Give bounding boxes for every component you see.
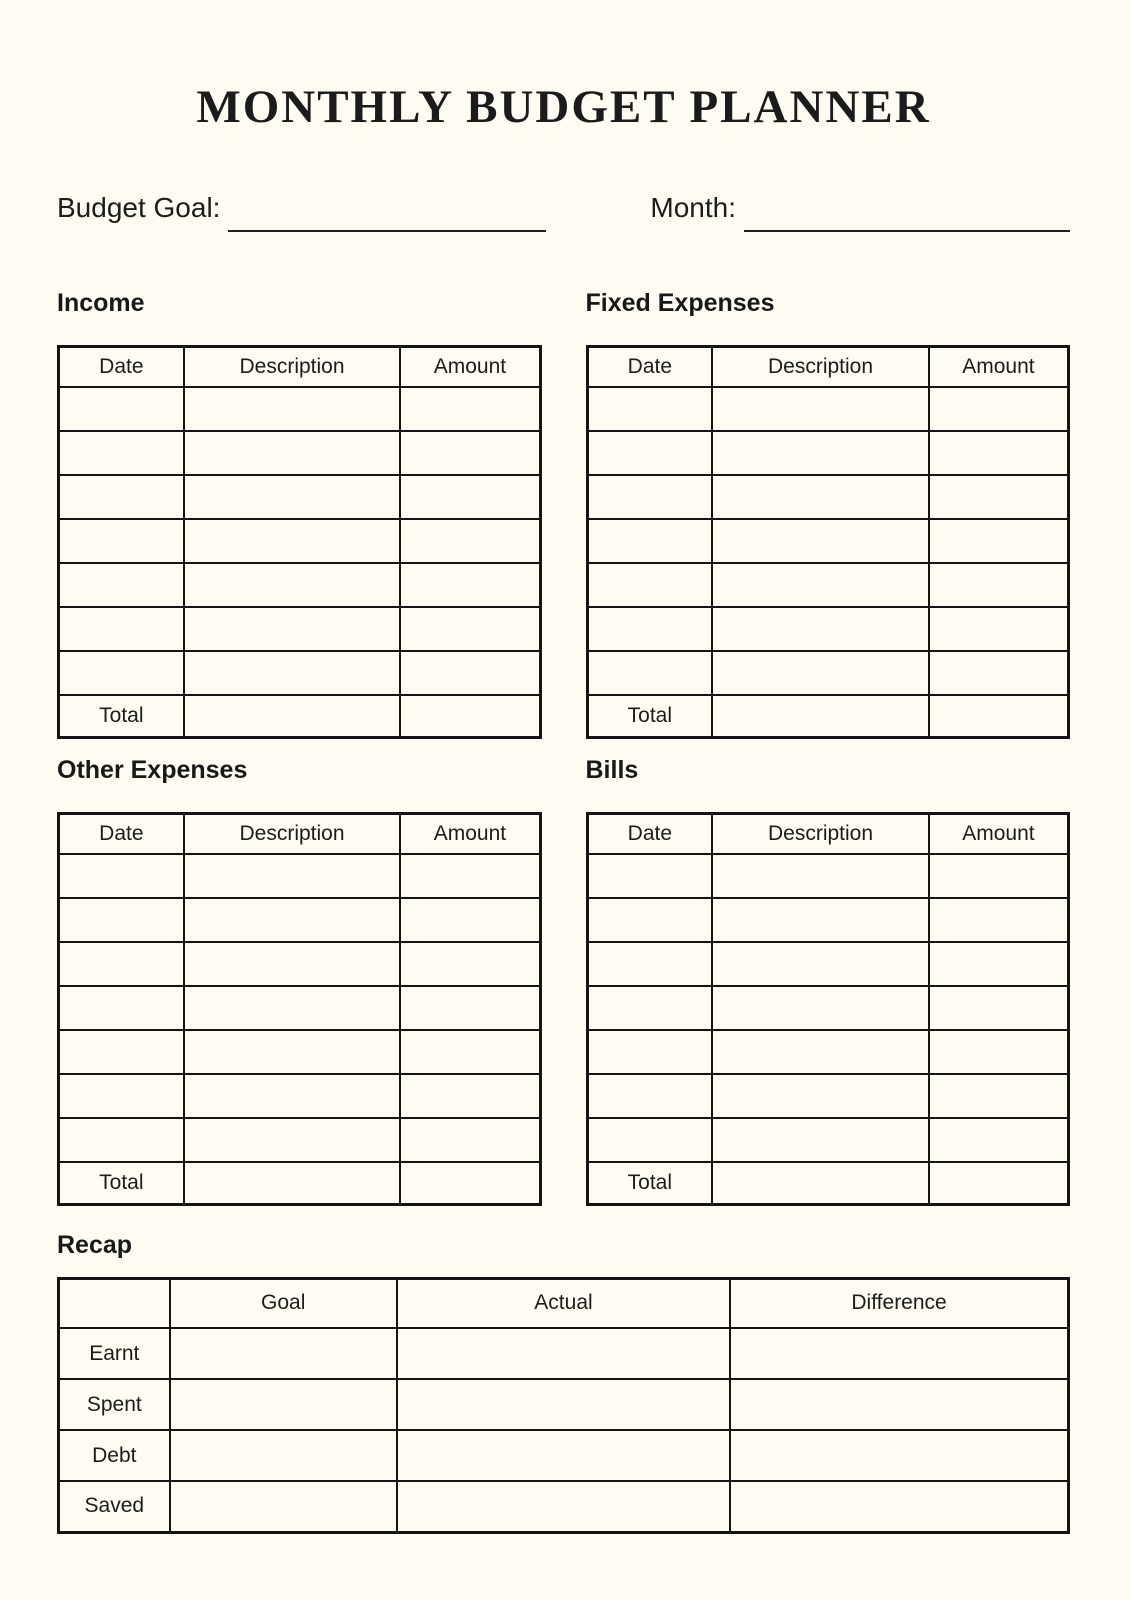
empty-cell[interactable] — [587, 563, 712, 607]
empty-cell[interactable] — [929, 986, 1069, 1030]
empty-cell[interactable] — [184, 431, 401, 475]
empty-cell[interactable] — [59, 986, 184, 1030]
empty-row — [587, 519, 1069, 563]
section-title-recap: Recap — [57, 1230, 133, 1259]
empty-row — [587, 1118, 1069, 1162]
recap-row — [59, 1430, 1069, 1481]
empty-cell[interactable] — [400, 431, 540, 475]
total-row — [59, 1162, 541, 1204]
upper-tables-row — [57, 288, 1070, 739]
recap-col-header-blank — [59, 1278, 170, 1328]
total-amount-cell[interactable] — [929, 695, 1069, 737]
empty-cell[interactable] — [184, 607, 401, 651]
empty-cell[interactable] — [929, 475, 1069, 519]
empty-row — [59, 942, 541, 986]
section-title-income: Income — [57, 288, 145, 317]
income-table — [57, 345, 542, 739]
empty-row — [59, 1030, 541, 1074]
empty-cell[interactable] — [712, 519, 929, 563]
empty-row — [587, 942, 1069, 986]
recap-cell[interactable] — [730, 1481, 1068, 1532]
empty-cell[interactable] — [929, 1074, 1069, 1118]
empty-cell[interactable] — [929, 387, 1069, 431]
recap-cell[interactable] — [170, 1481, 397, 1532]
section-bills — [586, 755, 1071, 1206]
empty-row — [587, 1030, 1069, 1074]
total-label: Total — [587, 1162, 712, 1204]
total-row — [587, 695, 1069, 737]
section-income — [57, 288, 542, 739]
col-header-description: Description — [184, 346, 401, 387]
empty-cell[interactable] — [712, 431, 929, 475]
total-description-cell[interactable] — [712, 1162, 929, 1204]
empty-cell[interactable] — [184, 1074, 401, 1118]
empty-cell[interactable] — [587, 1074, 712, 1118]
empty-cell[interactable] — [929, 1030, 1069, 1074]
col-header-amount: Amount — [400, 813, 540, 854]
recap-cell[interactable] — [170, 1430, 397, 1481]
recap-row — [59, 1481, 1069, 1532]
empty-cell[interactable] — [929, 651, 1069, 695]
empty-cell[interactable] — [712, 563, 929, 607]
empty-row — [587, 854, 1069, 898]
empty-cell[interactable] — [587, 898, 712, 942]
header-row — [587, 813, 1069, 854]
empty-row — [59, 519, 541, 563]
recap-col-header-goal: Goal — [170, 1278, 397, 1328]
header-row — [59, 346, 541, 387]
section-title-fixed-expenses: Fixed Expenses — [585, 288, 775, 317]
col-header-amount: Amount — [929, 813, 1069, 854]
empty-row — [587, 1074, 1069, 1118]
empty-cell[interactable] — [929, 942, 1069, 986]
empty-cell[interactable] — [712, 1118, 929, 1162]
col-header-amount: Amount — [929, 346, 1069, 387]
budget-goal-input[interactable] — [228, 202, 546, 232]
empty-cell[interactable] — [59, 607, 184, 651]
empty-cell[interactable] — [59, 431, 184, 475]
empty-row — [587, 651, 1069, 695]
recap-cell[interactable] — [397, 1481, 730, 1532]
empty-cell[interactable] — [400, 898, 540, 942]
empty-cell[interactable] — [587, 986, 712, 1030]
empty-row — [59, 1118, 541, 1162]
empty-cell[interactable] — [712, 1074, 929, 1118]
empty-cell[interactable] — [59, 475, 184, 519]
col-header-date: Date — [59, 346, 184, 387]
recap-row-label: Debt — [59, 1430, 170, 1481]
empty-cell[interactable] — [712, 942, 929, 986]
empty-cell[interactable] — [59, 387, 184, 431]
empty-row — [587, 986, 1069, 1030]
empty-cell[interactable] — [400, 563, 540, 607]
empty-row — [587, 387, 1069, 431]
empty-row — [587, 475, 1069, 519]
empty-cell[interactable] — [184, 387, 401, 431]
total-description-cell[interactable] — [184, 695, 401, 737]
empty-cell[interactable] — [59, 898, 184, 942]
empty-cell[interactable] — [712, 607, 929, 651]
col-header-date: Date — [587, 813, 712, 854]
empty-cell[interactable] — [587, 607, 712, 651]
empty-cell[interactable] — [587, 651, 712, 695]
col-header-description: Description — [712, 346, 929, 387]
empty-cell[interactable] — [400, 1030, 540, 1074]
empty-cell[interactable] — [400, 387, 540, 431]
recap-cell[interactable] — [397, 1379, 730, 1430]
total-row — [59, 695, 541, 737]
empty-cell[interactable] — [400, 942, 540, 986]
empty-cell[interactable] — [184, 1118, 401, 1162]
empty-cell[interactable] — [184, 563, 401, 607]
empty-cell[interactable] — [712, 854, 929, 898]
empty-cell[interactable] — [929, 563, 1069, 607]
month-input[interactable] — [744, 202, 1070, 232]
lower-tables-row — [57, 755, 1070, 1206]
empty-cell[interactable] — [59, 1118, 184, 1162]
empty-cell[interactable] — [929, 1118, 1069, 1162]
empty-row — [59, 431, 541, 475]
goal-month-row — [57, 180, 1070, 224]
empty-cell[interactable] — [712, 475, 929, 519]
empty-cell[interactable] — [184, 651, 401, 695]
empty-cell[interactable] — [184, 854, 401, 898]
section-recap — [57, 1230, 1070, 1534]
empty-cell[interactable] — [400, 986, 540, 1030]
empty-cell[interactable] — [587, 1118, 712, 1162]
empty-row — [59, 607, 541, 651]
recap-cell[interactable] — [397, 1328, 730, 1379]
budget-goal-field — [57, 193, 546, 224]
empty-cell[interactable] — [400, 854, 540, 898]
month-label: Month: — [650, 191, 736, 223]
section-other-expenses — [57, 755, 542, 1206]
recap-col-header-actual: Actual — [397, 1278, 730, 1328]
recap-row — [59, 1379, 1069, 1430]
empty-row — [59, 898, 541, 942]
empty-cell[interactable] — [400, 475, 540, 519]
col-header-date: Date — [587, 346, 712, 387]
empty-cell[interactable] — [184, 475, 401, 519]
section-title-bills: Bills — [585, 755, 639, 784]
empty-row — [587, 607, 1069, 651]
section-title-other-expenses: Other Expenses — [57, 755, 248, 784]
empty-row — [59, 1074, 541, 1118]
empty-cell[interactable] — [587, 1030, 712, 1074]
empty-cell[interactable] — [587, 431, 712, 475]
total-amount-cell[interactable] — [400, 1162, 540, 1204]
empty-cell[interactable] — [712, 1030, 929, 1074]
empty-row — [587, 898, 1069, 942]
empty-cell[interactable] — [929, 607, 1069, 651]
empty-cell[interactable] — [587, 519, 712, 563]
empty-cell[interactable] — [59, 519, 184, 563]
recap-cell[interactable] — [397, 1430, 730, 1481]
empty-cell[interactable] — [184, 986, 401, 1030]
empty-cell[interactable] — [184, 898, 401, 942]
empty-cell[interactable] — [929, 854, 1069, 898]
empty-cell[interactable] — [184, 519, 401, 563]
empty-row — [59, 651, 541, 695]
total-label: Total — [59, 695, 184, 737]
empty-cell[interactable] — [400, 651, 540, 695]
empty-cell[interactable] — [587, 475, 712, 519]
empty-row — [587, 563, 1069, 607]
empty-cell[interactable] — [929, 898, 1069, 942]
budget-goal-label: Budget Goal: — [57, 191, 221, 223]
recap-cell[interactable] — [170, 1328, 397, 1379]
header-row — [59, 813, 541, 854]
total-amount-cell[interactable] — [929, 1162, 1069, 1204]
total-description-cell[interactable] — [184, 1162, 401, 1204]
empty-cell[interactable] — [587, 387, 712, 431]
empty-cell[interactable] — [587, 942, 712, 986]
page-title: MONTHLY BUDGET PLANNER — [196, 81, 931, 133]
empty-row — [59, 387, 541, 431]
empty-cell[interactable] — [59, 1030, 184, 1074]
section-fixed-expenses — [586, 288, 1071, 739]
empty-cell[interactable] — [712, 651, 929, 695]
recap-row-label: Saved — [59, 1481, 170, 1532]
empty-cell[interactable] — [400, 519, 540, 563]
recap-cell[interactable] — [730, 1328, 1068, 1379]
empty-cell[interactable] — [59, 942, 184, 986]
empty-cell[interactable] — [929, 519, 1069, 563]
recap-row-label: Earnt — [59, 1328, 170, 1379]
total-description-cell[interactable] — [712, 695, 929, 737]
other-expenses-table — [57, 812, 542, 1206]
total-label: Total — [59, 1162, 184, 1204]
col-header-date: Date — [59, 813, 184, 854]
recap-row — [59, 1328, 1069, 1379]
empty-cell[interactable] — [184, 942, 401, 986]
empty-row — [59, 854, 541, 898]
empty-cell[interactable] — [59, 1074, 184, 1118]
header-row — [587, 346, 1069, 387]
empty-cell[interactable] — [400, 607, 540, 651]
empty-row — [59, 563, 541, 607]
empty-cell[interactable] — [712, 986, 929, 1030]
total-amount-cell[interactable] — [400, 695, 540, 737]
col-header-description: Description — [184, 813, 401, 854]
fixed-expenses-table — [586, 345, 1071, 739]
empty-cell[interactable] — [400, 1118, 540, 1162]
empty-row — [59, 475, 541, 519]
total-label: Total — [587, 695, 712, 737]
recap-cell[interactable] — [730, 1430, 1068, 1481]
empty-cell[interactable] — [587, 854, 712, 898]
recap-table — [57, 1277, 1070, 1534]
col-header-amount: Amount — [400, 346, 540, 387]
empty-cell[interactable] — [400, 1074, 540, 1118]
empty-row — [587, 431, 1069, 475]
recap-row-label: Spent — [59, 1379, 170, 1430]
recap-cell[interactable] — [170, 1379, 397, 1430]
empty-cell[interactable] — [929, 431, 1069, 475]
recap-col-header-difference: Difference — [730, 1278, 1068, 1328]
col-header-description: Description — [712, 813, 929, 854]
recap-header-row — [59, 1278, 1069, 1328]
bills-table — [586, 812, 1071, 1206]
empty-cell[interactable] — [59, 563, 184, 607]
empty-cell[interactable] — [712, 898, 929, 942]
empty-cell[interactable] — [59, 854, 184, 898]
empty-cell[interactable] — [712, 387, 929, 431]
total-row — [587, 1162, 1069, 1204]
empty-row — [59, 986, 541, 1030]
month-field — [650, 193, 1070, 224]
recap-cell[interactable] — [730, 1379, 1068, 1430]
empty-cell[interactable] — [59, 651, 184, 695]
empty-cell[interactable] — [184, 1030, 401, 1074]
